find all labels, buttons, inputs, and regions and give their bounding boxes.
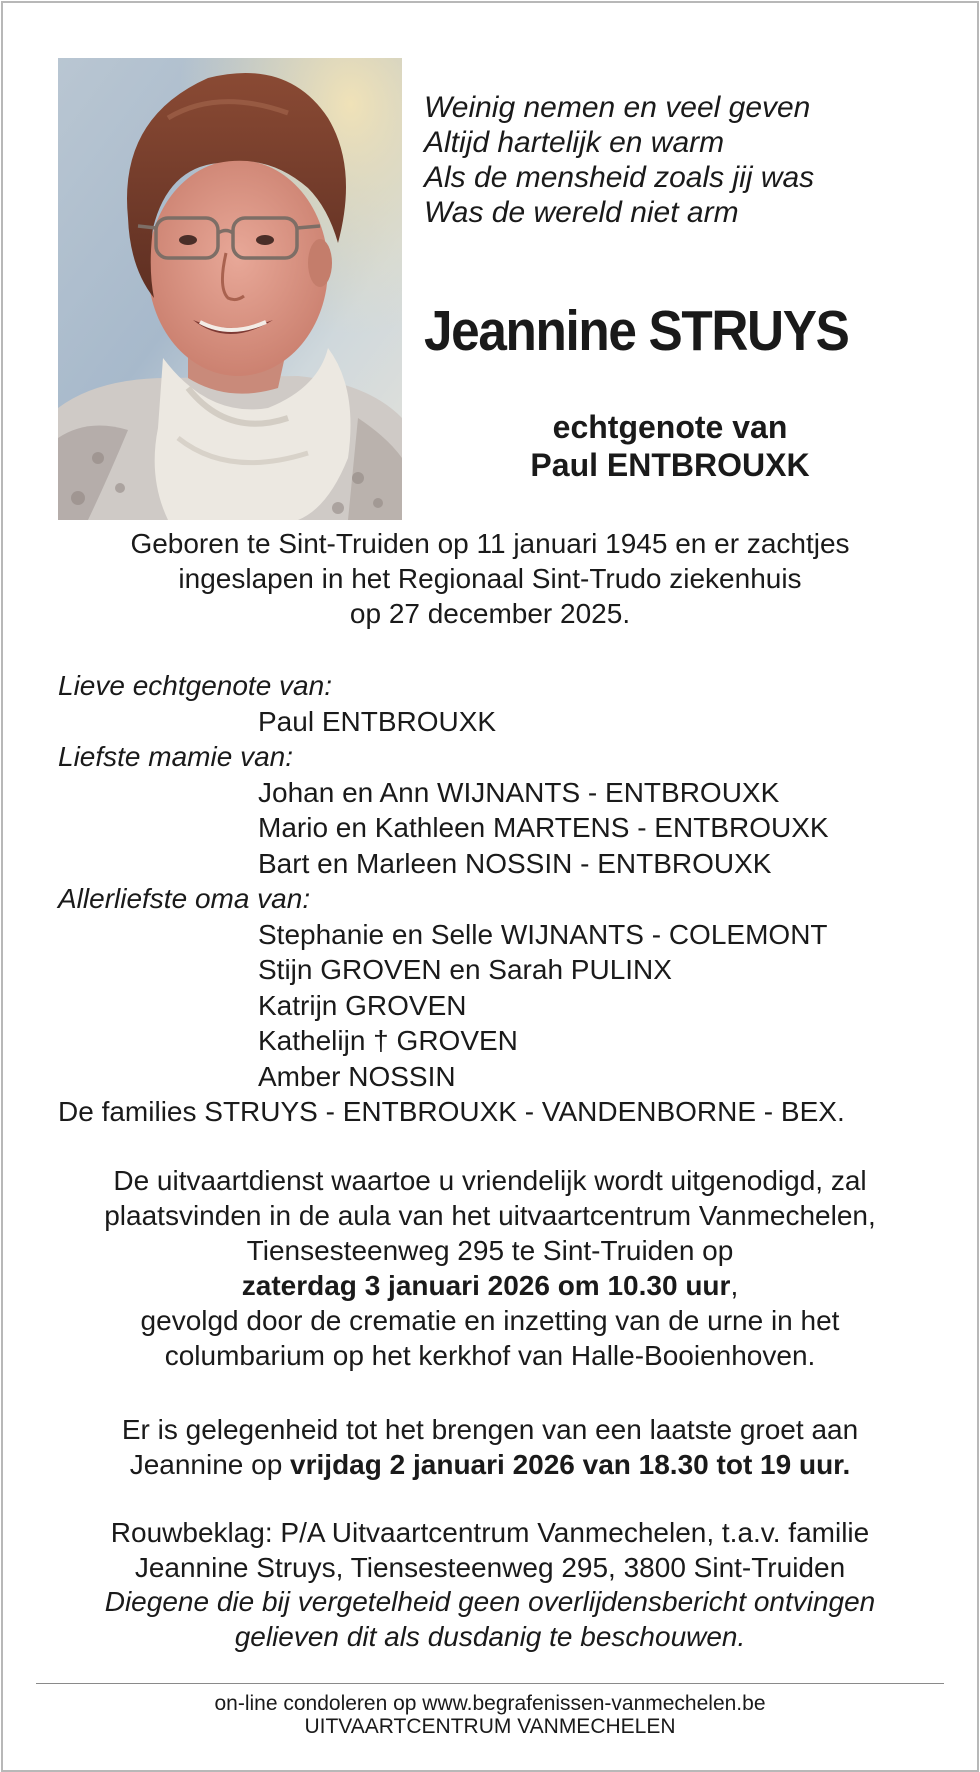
poem-line: Was de wereld niet arm [424, 196, 739, 229]
service-date: zaterdag 3 januari 2026 om 10.30 uur [241, 1270, 731, 1301]
funeral-service-text [40, 1163, 940, 1373]
spouse-label: echtgenote van [552, 409, 788, 445]
family-member: Amber NOSSIN [258, 1060, 456, 1092]
portrait-photo [58, 58, 402, 520]
visit-line: Er is gelegenheid tot het brengen van een laatste groet aan [121, 1414, 859, 1445]
family-member: Stijn GROVEN en Sarah PULINX [258, 954, 672, 985]
service-date-suffix: , [730, 1270, 739, 1301]
poem-line: Altijd hartelijk en warm [424, 126, 725, 159]
family-member: Katrijn GROVEN [258, 989, 467, 1021]
birth-death-text [40, 526, 940, 631]
poem-line: Weinig nemen en veel geven [424, 91, 811, 124]
family-role: Liefste mamie van: [58, 741, 293, 772]
family-member: Mario en Kathleen MARTENS - ENTBROUXK [258, 812, 829, 843]
footer-website[interactable]: on-line condoleren op www.begrafenissen-vanmechelen.be [214, 1692, 766, 1715]
notice-line: Diegene die bij vergetelheid geen overlijdensbericht ontvingen [104, 1586, 876, 1617]
visit-prefix: Jeannine op [129, 1449, 291, 1480]
visit-date-line [40, 1447, 940, 1482]
service-line: gevolgd door de crematie en inzetting van de urne in het [140, 1305, 840, 1336]
visit-date: vrijdag 2 januari 2026 van 18.30 tot 19 uur. [290, 1449, 851, 1480]
birth-line: ingeslapen in het Regionaal Sint-Trudo ziekenhuis [178, 563, 802, 594]
family-list [58, 668, 958, 1130]
poem-line: Als de mensheid zoals jij was [424, 161, 815, 194]
service-line: columbarium op het kerkhof van Halle-Booienhoven. [164, 1340, 816, 1371]
family-role: Lieve echtgenote van: [58, 670, 332, 701]
families-line: De families STRUYS - ENTBROUXK - VANDENBORNE - BEX. [58, 1096, 845, 1127]
spouse-name: Paul ENTBROUXK [530, 447, 810, 483]
notice-line: gelieven dit als dusdanig te beschouwen. [234, 1620, 746, 1652]
portrait-image [58, 58, 402, 520]
condolence-text [40, 1516, 940, 1654]
birth-line: Geboren te Sint-Truiden op 11 januari 1945 en er zachtjes [130, 528, 850, 559]
service-date-line [40, 1268, 940, 1303]
family-member: Stephanie en Selle WIJNANTS - COLEMONT [258, 918, 828, 950]
family-member: Johan en Ann WIJNANTS - ENTBROUXK [258, 776, 780, 808]
service-line: plaatsvinden in de aula van het uitvaartcentrum Vanmechelen, [104, 1200, 876, 1231]
condolence-line: Jeannine Struys, Tiensesteenweg 295, 3800 Sint-Truiden [134, 1551, 846, 1583]
footer-company: UITVAARTCENTRUM VANMECHELEN [304, 1715, 676, 1738]
family-member: Kathelijn † GROVEN [258, 1025, 518, 1056]
deceased-name: Jeannine STRUYS [424, 299, 849, 363]
family-member: Bart en Marleen NOSSIN - ENTBROUXK [258, 847, 772, 879]
birth-line: op 27 december 2025. [349, 598, 631, 629]
condolence-line: Rouwbeklag: P/A Uitvaartcentrum Vanmechelen, t.a.v. familie [110, 1517, 870, 1548]
family-role: Allerliefste oma van: [58, 883, 311, 914]
footer [40, 1692, 940, 1738]
footer-divider [36, 1683, 944, 1684]
poem [424, 90, 944, 230]
spouse-block [424, 408, 916, 484]
service-line: Tiensesteenweg 295 te Sint-Truiden op [246, 1235, 734, 1266]
family-member: Paul ENTBROUXK [258, 705, 497, 737]
visitation-text [40, 1412, 940, 1482]
service-line: De uitvaartdienst waartoe u vriendelijk wordt uitgenodigd, zal [113, 1165, 867, 1196]
